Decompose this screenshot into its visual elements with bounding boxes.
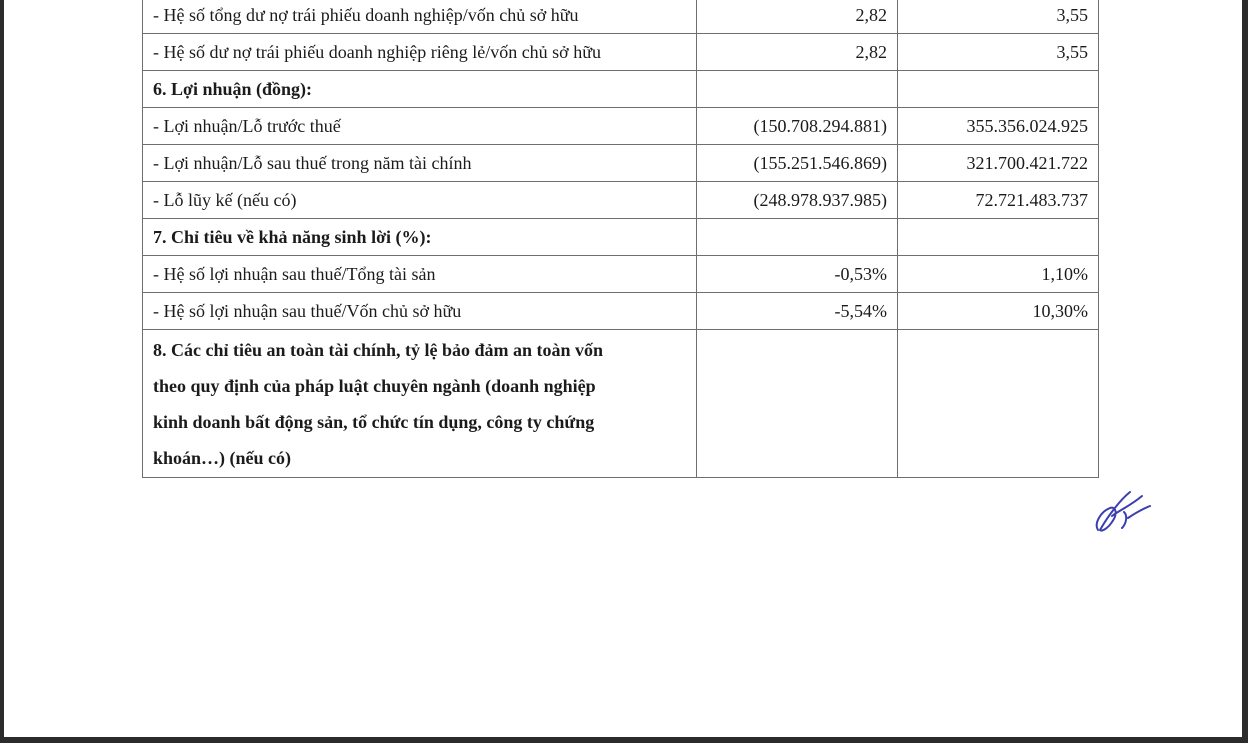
row-label: - Hệ số lợi nhuận sau thuế/Tổng tài sản [143, 256, 697, 293]
financial-indicators-table [142, 0, 1099, 478]
heading-line: khoán…) (nếu có) [153, 448, 292, 468]
value-col-1: -0,53% [697, 256, 898, 293]
value-col-2 [898, 71, 1099, 108]
value-col-2: 1,10% [898, 256, 1099, 293]
document-page [4, 0, 1242, 737]
table-row [143, 182, 1099, 219]
section-heading-profit: 6. Lợi nhuận (đồng): [143, 71, 697, 108]
table-row [143, 108, 1099, 145]
value-col-1: 2,82 [697, 0, 898, 34]
row-label: - Lợi nhuận/Lỗ sau thuế trong năm tài chính [143, 145, 697, 182]
table-row-section-heading [143, 219, 1099, 256]
row-label: - Lỗ lũy kế (nếu có) [143, 182, 697, 219]
table-row [143, 34, 1099, 71]
heading-line: theo quy định của pháp luật chuyên ngành (doanh nghiệp [153, 376, 596, 396]
value-col-1 [697, 71, 898, 108]
table-row [143, 0, 1099, 34]
value-col-1: (150.708.294.881) [697, 108, 898, 145]
section-heading-profitability: 7. Chỉ tiêu về khả năng sinh lời (%): [143, 219, 697, 256]
table-row-section-heading [143, 71, 1099, 108]
value-col-2: 3,55 [898, 34, 1099, 71]
row-label: - Lợi nhuận/Lỗ trước thuế [143, 108, 697, 145]
value-col-1 [697, 219, 898, 256]
row-label: - Hệ số lợi nhuận sau thuế/Vốn chủ sở hữu [143, 293, 697, 330]
value-col-2 [898, 219, 1099, 256]
value-col-1: (155.251.546.869) [697, 145, 898, 182]
value-col-2: 321.700.421.722 [898, 145, 1099, 182]
value-col-1: (248.978.937.985) [697, 182, 898, 219]
row-label: - Hệ số dư nợ trái phiếu doanh nghiệp riêng lẻ/vốn chủ sở hữu [143, 34, 697, 71]
row-label: - Hệ số tổng dư nợ trái phiếu doanh nghiệp/vốn chủ sở hữu [143, 0, 697, 34]
heading-line: kinh doanh bất động sản, tổ chức tín dụng, công ty chứng [153, 412, 595, 432]
signature-initials [1090, 486, 1160, 538]
value-col-2: 72.721.483.737 [898, 182, 1099, 219]
section-heading-safety-ratios [143, 330, 697, 478]
value-col-1 [697, 330, 898, 478]
heading-line: 8. Các chỉ tiêu an toàn tài chính, tỷ lệ bảo đảm an toàn vốn [153, 340, 604, 360]
value-col-1: -5,54% [697, 293, 898, 330]
table-row [143, 293, 1099, 330]
value-col-1: 2,82 [697, 34, 898, 71]
value-col-2: 355.356.024.925 [898, 108, 1099, 145]
table-row [143, 256, 1099, 293]
value-col-2: 3,55 [898, 0, 1099, 34]
value-col-2 [898, 330, 1099, 478]
table-row [143, 145, 1099, 182]
table-row-section-heading [143, 330, 1099, 478]
value-col-2: 10,30% [898, 293, 1099, 330]
